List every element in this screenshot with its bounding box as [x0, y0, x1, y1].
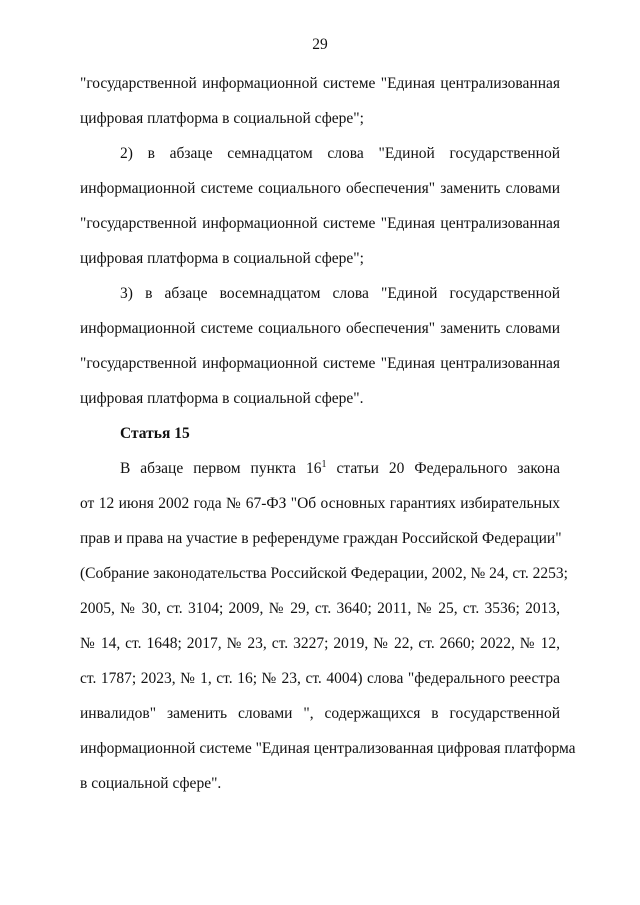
text-line: в социальной сфере". — [80, 775, 222, 792]
text-line: прав и права на участие в референдуме граждан Российской Федерации" — [80, 530, 562, 547]
text-line: инвалидов" заменить словами ", содержащихся в государственной — [80, 705, 560, 722]
text-line: цифровая платформа в социальной сфере". — [80, 390, 364, 407]
text-line: "государственной информационной системе "Единая централизованная — [80, 215, 560, 232]
article-text: В абзаце первом пункта 16 — [120, 460, 322, 477]
text-line: информационной системе "Единая централизованная цифровая платформа — [80, 740, 576, 757]
text-line: ст. 1787; 2023, № 1, ст. 16; № 23, ст. 4004) слова "федерального реестра — [80, 670, 560, 687]
list-item-3-line: 3) в абзаце восемнадцатом слова "Единой государственной — [120, 285, 560, 302]
text-line: "государственной информационной системе "Единая централизованная — [80, 355, 560, 372]
article-text: статьи 20 Федерального закона — [326, 460, 560, 477]
list-item-2-line: 2) в абзаце семнадцатом слова "Единой государственной — [120, 145, 560, 162]
text-line: информационной системе социального обеспечения" заменить словами — [80, 180, 560, 197]
text-line: № 14, ст. 1648; 2017, № 23, ст. 3227; 2019, № 22, ст. 2660; 2022, № 12, — [80, 635, 560, 652]
text-line: 2005, № 30, ст. 3104; 2009, № 29, ст. 3640; 2011, № 25, ст. 3536; 2013, — [80, 600, 560, 617]
article-first-line — [80, 459, 560, 494]
document-body — [80, 74, 576, 809]
text-line: "государственной информационной системе "Единая централизованная — [80, 75, 560, 92]
text-line: цифровая платформа в социальной сфере"; — [80, 110, 364, 127]
superscript-number: 1 — [321, 459, 327, 470]
text-line: цифровая платформа в социальной сфере"; — [80, 250, 364, 267]
article-heading: Статья 15 — [120, 425, 190, 442]
text-line: от 12 июня 2002 года № 67-ФЗ "Об основных гарантиях избирательных — [80, 495, 560, 512]
text-line: (Собрание законодательства Российской Федерации, 2002, № 24, ст. 2253; — [80, 565, 568, 582]
text-line: информационной системе социального обеспечения" заменить словами — [80, 320, 560, 337]
page-number: 29 — [312, 36, 328, 53]
